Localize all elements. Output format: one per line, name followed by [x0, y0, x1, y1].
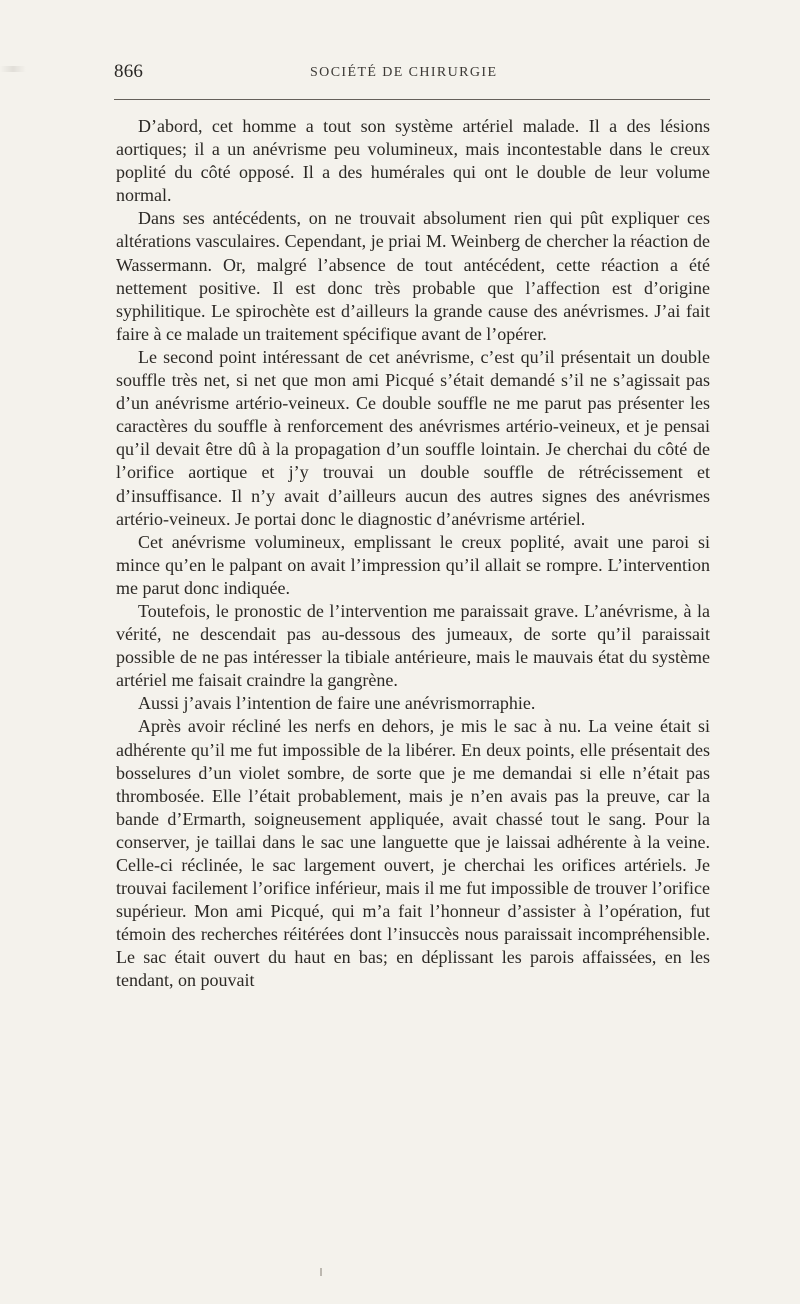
header-rule: [114, 99, 710, 100]
paragraph-2: Dans ses antécédents, on ne trouvait absolument rien qui pût expliquer ces altérations vasculaires. Cependant, je priai M. Weinberg de chercher la réaction de Wassermann. Or, malgré l’absence de tout antécédent, cette réaction a été nettement positive. Il est donc très probable que l’affection est d’origine syphilitique. Le spirochète est d’ailleurs la grande cause des anévrismes. J’ai fait faire à ce malade un traitement spécifique avant de l’opérer.: [116, 208, 710, 344]
paragraph-5: Toutefois, le pronostic de l’intervention me paraissait grave. L’anévrisme, à la vérité, ne descendait pas au-dessous des jumeaux, de sorte qu’il paraissait possible de ne pas intéresser la tibiale antérieure, mais le mauvais état du système artériel me faisait craindre la gangrène.: [116, 600, 710, 691]
margin-smudge: [0, 66, 26, 72]
paragraph-6: Aussi j’avais l’intention de faire une anévrismorraphie.: [138, 693, 536, 714]
paragraph-1: D’abord, cet homme a tout son système artériel malade. Il a des lésions aortiques; il a un anévrisme peu volumineux, mais incontestable dans le creux poplité du côté opposé. Il a des humérales qui ont le double de leur volume normal.: [116, 116, 710, 206]
body-text: [116, 115, 710, 993]
paper-speck: [320, 1268, 322, 1276]
page-header: [114, 58, 710, 86]
running-title: SOCIÉTÉ DE CHIRURGIE: [310, 65, 498, 80]
paragraph-3: Le second point intéressant de cet anévrisme, c’est qu’il présentait un double souffle très net, si net que mon ami Picqué s’était demandé s’il ne s’agissait pas d’un anévrisme artério-veineux. Ce double souffle ne me parut pas présenter les caractères du souffle à renforcement des anévrismes artério-veineux, et je pensai qu’il devait être dû à la propagation d’un souffle lointain. Je cherchai du côté de l’orifice aortique et j’y trouvai un double souffle de rétrécissement et d’insuffisance. Il n’y avait d’ailleurs aucun des autres signes des anévrismes artério-veineux. Je portai donc le diagnostic d’anévrisme artériel.: [116, 346, 710, 529]
paragraph-7: Après avoir récliné les nerfs en dehors, je mis le sac à nu. La veine était si adhérente qu’il me fut impossible de la libérer. En deux points, elle présentait des bosselures d’un violet sombre, de sorte que je me demandai si elle n’était pas thrombosée. Elle l’était probablement, mais je n’en avais pas la preuve, car la bande d’Ermarth, soigneusement appliquée, avait chassé tout le sang. Pour la conserver, je taillai dans le sac une languette que je laissai adhérente à la veine. Celle-ci réclinée, le sac largement ouvert, je cherchai les orifices artériels. Je trouvai facilement l’orifice inférieur, mais il me fut impossible de trouver l’orifice supérieur. Mon ami Picqué, qui m’a fait l’honneur d’assister à l’opération, fut témoin des recherches réitérées dont l’insuccès nous paraissait incompréhensible. Le sac était ouvert du haut en bas; en déplissant les parois affaissées, en les tendant, on pouvait: [116, 716, 710, 991]
page-number: 866: [114, 61, 144, 82]
paragraph-4: Cet anévrisme volumineux, emplissant le creux poplité, avait une paroi si mince qu’en le palpant on avait l’impression qu’il allait se rompre. L’intervention me parut donc indiquée.: [116, 531, 710, 598]
